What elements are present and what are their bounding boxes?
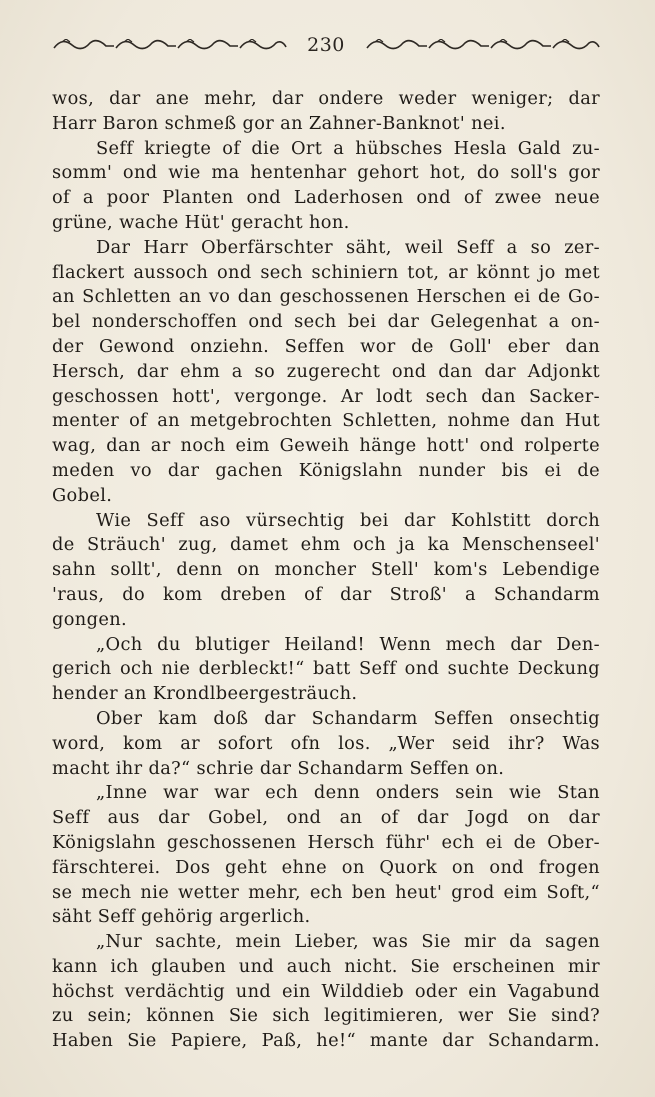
text-line: färschterei. Dos geht ehne on Quork on ond frogen (52, 856, 600, 878)
text-line: gerich och nie derbleckt!“ batt Seff ond suchte Deckung (52, 658, 600, 680)
page-number: 230 (307, 34, 345, 56)
text-line: Hersch, dar ehm a so zugerecht ond dan dar Adjonkt (52, 360, 600, 382)
text-line: macht ihr da?“ schrie dar Schandarm Seffen on. (52, 757, 505, 779)
text-line: somm' ond wie ma hentenhar gehort hot, do soll's gor (52, 162, 600, 184)
text-line: geschossen hott', vergonge. Ar lodt sech dan Sacker- (52, 385, 600, 407)
text-line: hender an Krondlbeergesträuch. (52, 683, 358, 705)
text-line: bel nonderschoffen ond sech bei dar Gelegenhat a on- (52, 311, 600, 333)
text-line: grüne, wache Hüt' geracht hon. (52, 211, 350, 233)
text-line: se mech nie wetter mehr, ech ben heut' grod eim Soft,“ (52, 881, 600, 903)
text-line: of a poor Planten ond Laderhosen ond of zwee neue (52, 187, 600, 209)
text-line: Ober kam doß dar Schandarm Seffen onsechtig (96, 707, 600, 729)
text-line: Harr Baron schmeß gor an Zahner-Banknot' nei. (52, 112, 506, 134)
text-line: wos, dar ane mehr, dar ondere weder weniger; dar (52, 88, 600, 109)
text-line: säht Seff gehörig argerlich. (52, 906, 311, 928)
text-line: Wie Seff aso vürsechtig bei dar Kohlstitt dorch (96, 509, 600, 531)
text-line: Gobel. (52, 484, 113, 506)
text-line: Seff aus dar Gobel, ond an of dar Jogd on dar (52, 807, 600, 829)
text-line: Haben Sie Papiere, Paß, he!“ mante dar Schandarm. (52, 1030, 600, 1052)
text-line: „Och du blutiger Heiland! Wenn mech dar Den- (96, 633, 600, 655)
text-line: menter of an metgebrochten Schletten, nohme dan Hut (52, 410, 600, 432)
text-line: höchst verdächtig und ein Wilddieb oder ein Vagabund (52, 980, 600, 1002)
text-line: Dar Harr Oberfärschter säht, weil Seff a so zer- (96, 236, 600, 258)
body-text (52, 87, 600, 1054)
text-line: 'raus, do kom dreben of dar Stroß' a Schandarm (52, 583, 600, 605)
text-line: „Inne war war ech denn onders sein wie Stan (96, 782, 600, 804)
text-line: de Sträuch' zug, damet ehm och ja ka Menschenseel' (52, 534, 600, 556)
text-line: Königslahn geschossenen Hersch führ' ech ei de Ober- (52, 831, 600, 853)
right-ornament (365, 39, 600, 51)
text-line: an Schletten an vo dan geschossenen Herschen ei de Go- (52, 286, 600, 308)
text-line: sahn sollt', denn on moncher Stell' kom's Lebendige (52, 559, 600, 581)
text-line: word, kom ar sofort ofn los. „Wer seid ihr? Was (52, 732, 600, 754)
text-line: der Gewond onziehn. Seffen wor de Goll' eber dan (52, 335, 600, 357)
text-line: kann ich glauben und auch nicht. Sie erscheinen mir (52, 955, 600, 977)
text-line: zu sein; können Sie sich legitimieren, wer Sie sind? (52, 1005, 600, 1027)
left-ornament (52, 39, 287, 51)
page-header (52, 34, 600, 56)
text-line: flackert aussoch ond sech schiniern tot, ar könnt jo met (52, 261, 600, 283)
text-line: Seff kriegte of die Ort a hübsches Hesla Gald zu- (96, 137, 600, 159)
text-line: wag, dan ar noch eim Geweih hänge hott' ond rolperte (52, 435, 600, 457)
text-line: meden vo dar gachen Königslahn nunder bis ei de (52, 459, 600, 481)
text-line: gongen. (52, 608, 127, 630)
text-line: „Nur sachte, mein Lieber, was Sie mir da sagen (96, 931, 600, 953)
